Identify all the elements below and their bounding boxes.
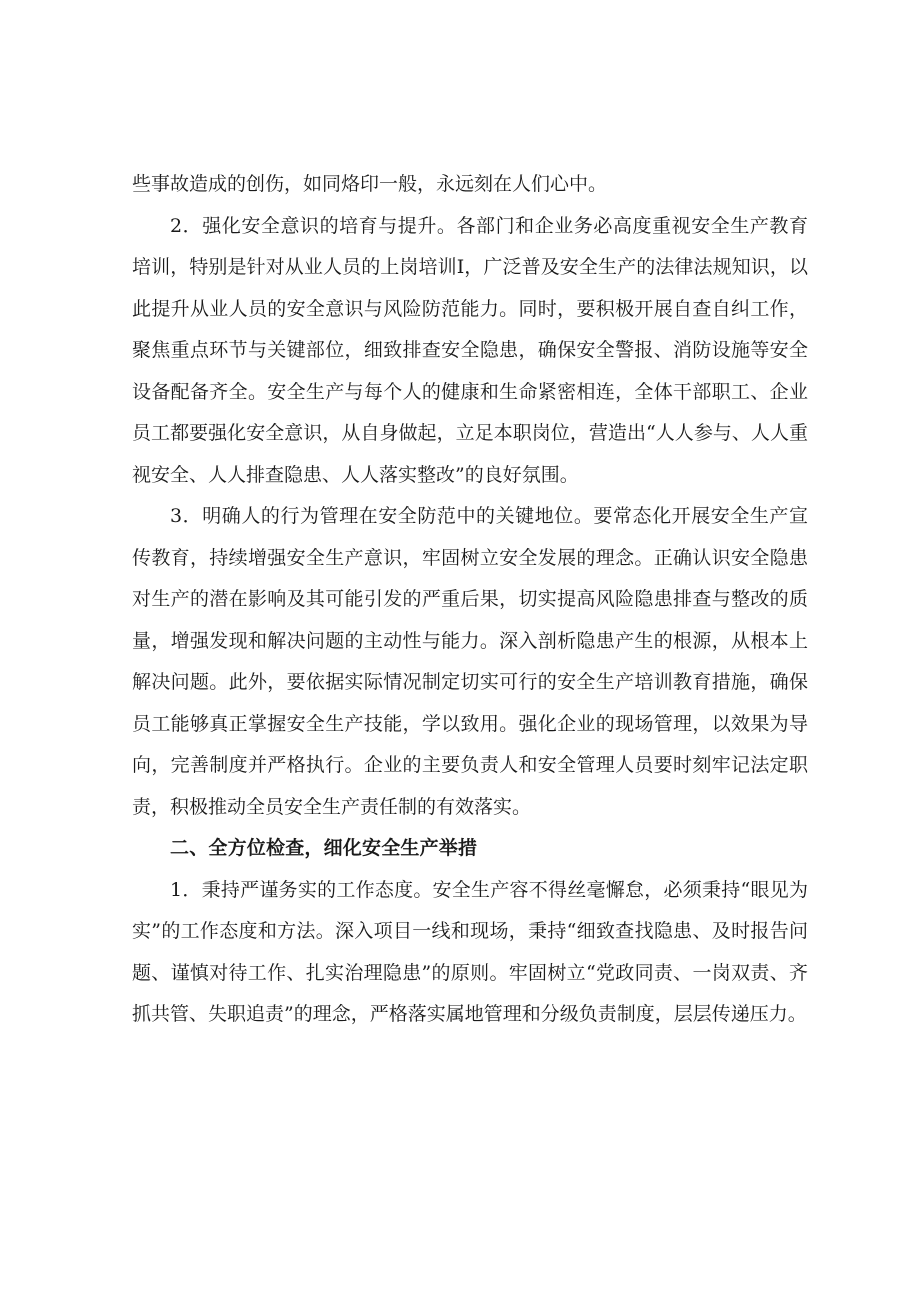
section-heading: 二、全方位检查，细化安全生产举措 — [170, 837, 478, 859]
paragraph-section2-item-1: 1．秉持严谨务实的工作态度。安全生产容不得丝毫懈怠，必须秉持“眼见为实”的工作态度和方法。深入项目一线和现场，秉持“细致查找隐患、及时报告问题、谨慎对待工作、扎实治理隐患”的原则。牢固树立“党政同责、一岗双责、齐抓共管、失职追责”的理念，严格落实属地管理和分级负责制度，层层传递压力。 — [132, 878, 808, 1025]
paragraph-item-3: 3．明确人的行为管理在安全防范中的关键地位。要常态化开展安全生产宣传教育，持续增强安全生产意识，牢固树立安全发展的理念。正确认识安全隐患对生产的潜在影响及其可能引发的严重后果，切实提高风险隐患排查与整改的质量，增强发现和解决问题的主动性与能力。深入剖析隐患产生的根源，从根本上解决问题。此外，要依据实际情况制定切实可行的安全生产培训教育措施，确保员工能够真正掌握安全生产技能，学以致用。强化企业的现场管理，以效果为导向，完善制度并严格执行。企业的主要负责人和安全管理人员要时刻牢记法定职责，积极推动全员安全生产责任制的有效落实。 — [132, 505, 808, 818]
paragraph-item-2: 2．强化安全意识的培育与提升。各部门和企业务必高度重视安全生产教育培训，特别是针对从业人员的上岗培训I，广泛普及安全生产的法律法规知识，以此提升从业人员的安全意识与风险防范能力。同时，要积极开展自查自纠工作，聚焦重点环节与关键部位，细致排查安全隐患，确保安全警报、消防设施等安全设备配备齐全。安全生产与每个人的健康和生命紧密相连，全体干部职工、企业员工都要强化安全意识，从自身做起，立足本职岗位，营造出“人人参与、人人重视安全、人人排查隐患、人人落实整改”的良好氛围。 — [132, 214, 808, 486]
document-body — [132, 164, 808, 1036]
paragraph-continuation: 些事故造成的创伤，如同烙印一般，永远刻在人们心中。 — [132, 173, 608, 195]
